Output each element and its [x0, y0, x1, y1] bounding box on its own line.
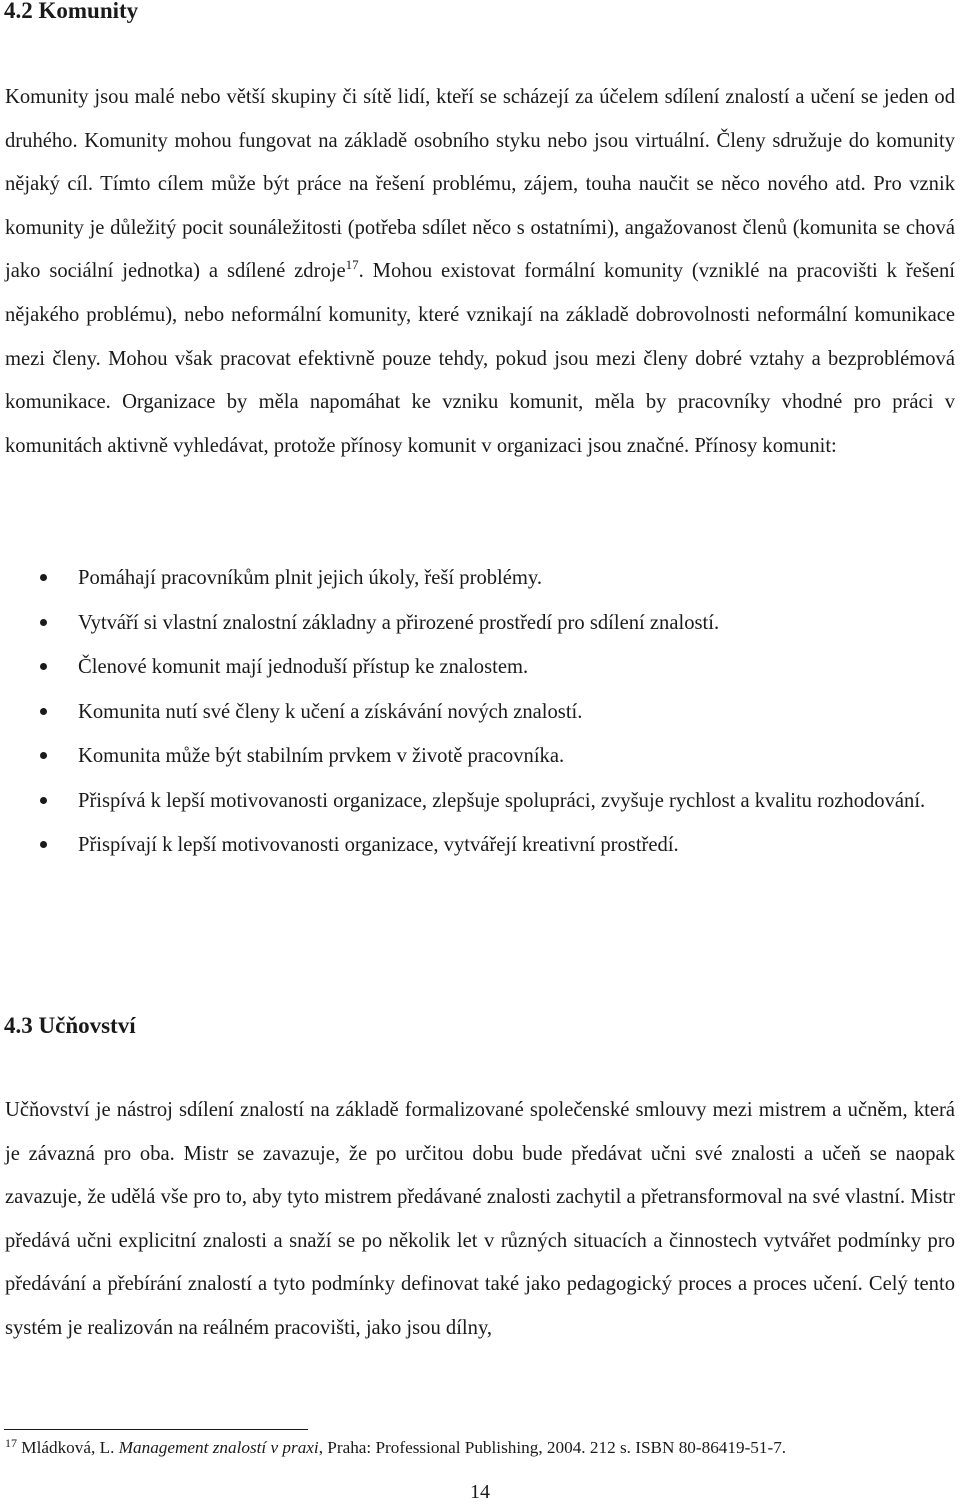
bullet-icon — [40, 797, 47, 804]
page-number-text: 14 — [470, 1481, 490, 1503]
footnote-number: 17 — [5, 1436, 17, 1450]
ucnovstvi-paragraph: Učňovství je nástroj sdílení znalostí na základě formalizované společenské smlouvy mezi mistrem a učněm, která je závazná pro oba. Mistr se zavazuje, že po určitou dobu bude předávat učni své znalosti a učeň se naopak zavazuje, že udělá vše pro to, aby tyto mistrem předávané znalosti zachytil a přetransformoval na své vlastní. Mistr předává učni explicitní znalosti a snaží se po několik let v různých situacích a činnostech vytvářet podmínky pro předávání a přebírání znalostí a tyto podmínky definovat také jako pedagogický proces a proces učení. Celý tento systém je realizován na reálném pracovišti, jako jsou dílny, — [5, 1099, 955, 1339]
list-item — [0, 690, 958, 735]
list-item-text: Členové komunit mají jednoduší přístup ke znalostem. — [78, 656, 529, 678]
footnote-publication: , Praha: Professional Publishing, 2004. 212 s. ISBN 80-86419-51-7. — [318, 1438, 787, 1457]
page-number — [0, 1480, 960, 1504]
bullet-icon — [40, 619, 47, 626]
list-item — [0, 601, 958, 646]
bullet-icon — [40, 752, 47, 759]
komunity-paragraph-text-1: Komunity jsou malé nebo větší skupiny či sítě lidí, kteří se scházejí za účelem sdílení znalostí a učení se jeden od druhého. Komunity mohou fungovat na základě osobního styku nebo jsou virtuální. Členy sdružuje do komunity nějaký cíl. Tímto cílem může být práce na řešení problému, zájem, touha naučit se něco nového atd. Pro vznik komunity je důležitý pocit sounáležitosti (potřeba sdílet něco s ostatními), angažovanost členů (komunita se chová jako sociální jednotka) a sdílené zdroje — [5, 86, 955, 283]
komunity-paragraph — [5, 76, 955, 468]
komunity-paragraph-text-2: . Mohou existovat formální komunity (vzniklé na pracovišti k řešení nějakého problému), nebo neformální komunity, které vznikají na základě dobrovolnosti neformální komunikace mezi členy. Mohou však pracovat efektivně pouze tehdy, pokud jsou mezi členy dobré vztahy a bezproblémová komunikace. Organizace by měla napomáhat ke vzniku komunit, měla by pracovníky vhodné pro práci v komunitách aktivně vyhledávat, protože přínosy komunit v organizaci jsou značné. Přínosy komunit: — [5, 260, 956, 457]
footnote-divider — [4, 1429, 308, 1430]
bullet-icon — [40, 708, 47, 715]
footnote — [5, 1434, 940, 1461]
list-item-text: Komunita může být stabilním prvkem v životě pracovníka. — [78, 745, 565, 767]
list-item — [0, 645, 958, 690]
footnote-book-title: Management znalostí v praxi — [118, 1438, 319, 1457]
section-heading-ucnovstvi: 4.3 Učňovství — [4, 1013, 136, 1038]
footnote-reference: 17 — [345, 257, 359, 273]
list-item — [0, 734, 958, 779]
list-item-text: Pomáhají pracovníkům plnit jejich úkoly, řeší problémy. — [78, 567, 543, 589]
list-item-text: Přispívá k lepší motivovanosti organizace, zlepšuje spolupráci, zvyšuje rychlost a kvalitu rozhodování. — [78, 789, 926, 812]
footnote-author: Mládková, L. — [17, 1438, 119, 1457]
section-heading-komunity: 4.2 Komunity — [4, 0, 139, 23]
bullet-icon — [40, 841, 47, 848]
list-item-text: Vytváří si vlastní znalostní základny a přirozené prostředí pro sdílení znalostí. — [78, 611, 720, 634]
bullet-icon — [40, 574, 47, 581]
list-item — [0, 779, 958, 824]
benefits-list — [0, 556, 958, 868]
list-item — [0, 823, 958, 868]
list-item — [0, 556, 958, 601]
list-item-text: Přispívají k lepší motivovanosti organizace, vytvářejí kreativní prostředí. — [78, 834, 679, 856]
list-item-text: Komunita nutí své členy k učení a získávání nových znalostí. — [78, 700, 583, 723]
bullet-icon — [40, 663, 47, 670]
